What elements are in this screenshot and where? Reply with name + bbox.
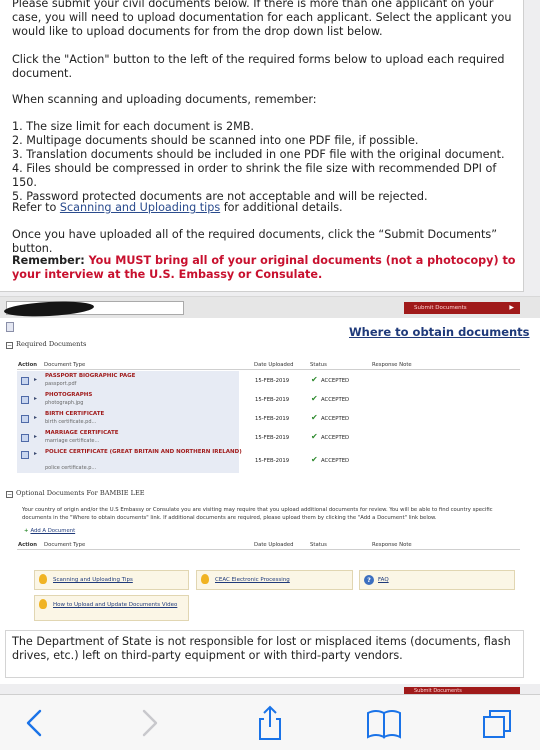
rule-item: 4. Files should be compressed in order to shrink the file size with recommended DPI of 150. [12,162,497,189]
col-status: Status [310,542,327,548]
table-row [17,409,520,429]
caret-right-icon[interactable]: ▸ [34,414,38,421]
share-icon[interactable] [250,703,290,743]
col-status: Status [310,362,327,368]
doc-status: ACCEPTED [321,378,350,384]
collapse-icon: − [7,342,13,349]
doc-status: ACCEPTED [321,435,350,441]
refer-text: Refer to Scanning and Uploading tips for additional details. [12,201,343,214]
col-doc-type: Document Type [44,542,86,548]
how-to-upload-help[interactable]: How to Upload and Update Documents Video [34,595,189,621]
tabs-icon[interactable] [478,703,518,743]
doc-name: POLICE CERTIFICATE (GREAT BRITAIN AND NORTHERN IRELAND) [45,449,242,455]
col-date: Date Uploaded [254,542,294,548]
submit-documents-button[interactable]: Submit Documents ▶ [404,302,520,314]
action-icon[interactable] [21,396,29,404]
book-icon[interactable] [364,703,404,743]
check-icon: ✔ [311,394,318,403]
doc-name: PASSPORT BIOGRAPHIC PAGE [45,373,136,379]
forward-icon[interactable] [130,703,170,743]
doc-file: photograph.jpg [45,400,84,406]
remember-warning: Remember: You MUST bring all of your original documents (not a photocopy) to your interview at the U.S. Embassy or Consulate. [12,254,516,281]
submit-note: Once you have uploaded all of the required documents, click the “Submit Documents” button. [12,228,498,255]
doc-name: PHOTOGRAPHS [45,392,93,398]
action-icon[interactable] [21,451,29,459]
doc-date: 15-FEB-2019 [255,458,290,464]
rule-item: 5. Password protected documents are not acceptable and will be rejected. [12,190,428,203]
doc-file: birth certificate.pd... [45,419,97,425]
disclaimer: The Department of State is not responsible for lost or misplaced items (documents, flash drives, etc.) left on third-party equipment or with third-party vendors. [5,630,524,678]
table-row [17,447,520,473]
upload-rules-list [12,120,517,204]
table-row [17,390,520,410]
plus-icon: + [24,528,29,534]
doc-date: 15-FEB-2019 [255,435,290,441]
document-icon [6,322,14,332]
lightbulb-icon [39,599,47,609]
faq-help[interactable]: ? FAQ [359,570,515,590]
rule-item: 3. Translation documents should be included in one PDF file with the original document. [12,148,505,161]
col-action: Action [18,362,37,368]
question-icon: ? [364,575,374,585]
arrow-right-icon: ▶ [509,304,514,311]
doc-file: marriage certificate... [45,438,100,444]
instructions-card [0,0,524,292]
col-response: Response Note [372,542,412,548]
table-row [17,428,520,448]
caret-right-icon[interactable]: ▸ [34,433,38,440]
optional-documents-text: Your country of origin and/or the U.S Embassy or Consulate you are visiting may require that you upload additional documents for review. You will be able to find country specific documents in the "Where to obtain documents" link. If additional documents are required, please upload them by clicking the "Add a Document" link below. [22,507,493,521]
doc-status: ACCEPTED [321,416,350,422]
submit-documents-button-bottom[interactable]: Submit Documents [404,687,520,694]
doc-name: BIRTH CERTIFICATE [45,411,105,417]
col-response: Response Note [372,362,412,368]
rule-item: 1. The size limit for each document is 2MB. [12,120,254,133]
collapse-icon: − [7,491,13,498]
remember-intro: When scanning and uploading documents, remember: [12,93,317,106]
intro-text: Please submit your civil documents below. If there is more than one applicant on your case, you will need to upload documentation for each applicant. Select the applicant you would like to upload documents for from the drop down list below. [12,0,512,38]
lightbulb-icon [201,574,209,584]
doc-status: ACCEPTED [321,397,350,403]
caret-right-icon[interactable]: ▸ [34,450,38,457]
doc-date: 15-FEB-2019 [255,416,290,422]
scanning-tips-link[interactable]: Scanning and Uploading tips [59,201,221,214]
doc-status: ACCEPTED [321,458,350,464]
doc-date: 15-FEB-2019 [255,378,290,384]
action-note: Click the "Action" button to the left of the required forms below to upload each required document. [12,53,505,80]
scanning-tips-help[interactable]: Scanning and Uploading Tips [34,570,189,590]
action-icon[interactable] [21,415,29,423]
where-to-obtain-link[interactable]: Where to obtain documents [349,325,530,339]
browser-toolbar [0,694,540,750]
check-icon: ✔ [311,413,318,422]
check-icon: ✔ [311,455,318,464]
doc-file: passport.pdf [45,381,77,387]
optional-table-header [17,539,520,550]
check-icon: ✔ [311,432,318,441]
caret-right-icon[interactable]: ▸ [34,376,38,383]
action-icon[interactable] [21,377,29,385]
ceac-help[interactable]: CEAC Electronic Processing [196,570,353,590]
required-table-header [17,359,520,370]
col-doc-type: Document Type [44,362,86,368]
doc-name: MARRIAGE CERTIFICATE [45,430,119,436]
add-document-link[interactable]: + Add A Document [24,528,76,534]
required-documents-header[interactable]: − Required Documents [7,340,87,349]
table-row [17,371,520,391]
rule-item: 2. Multipage documents should be scanned into one PDF file, if possible. [12,134,419,147]
optional-documents-header[interactable]: − Optional Documents For BAMBIE LEE [7,489,145,498]
col-date: Date Uploaded [254,362,294,368]
check-icon: ✔ [311,375,318,384]
col-action: Action [18,542,37,548]
back-icon[interactable] [14,703,54,743]
doc-file: police certificate.p... [45,465,97,471]
doc-date: 15-FEB-2019 [255,397,290,403]
caret-right-icon[interactable]: ▸ [34,395,38,402]
action-icon[interactable] [21,434,29,442]
lightbulb-icon [39,574,47,584]
